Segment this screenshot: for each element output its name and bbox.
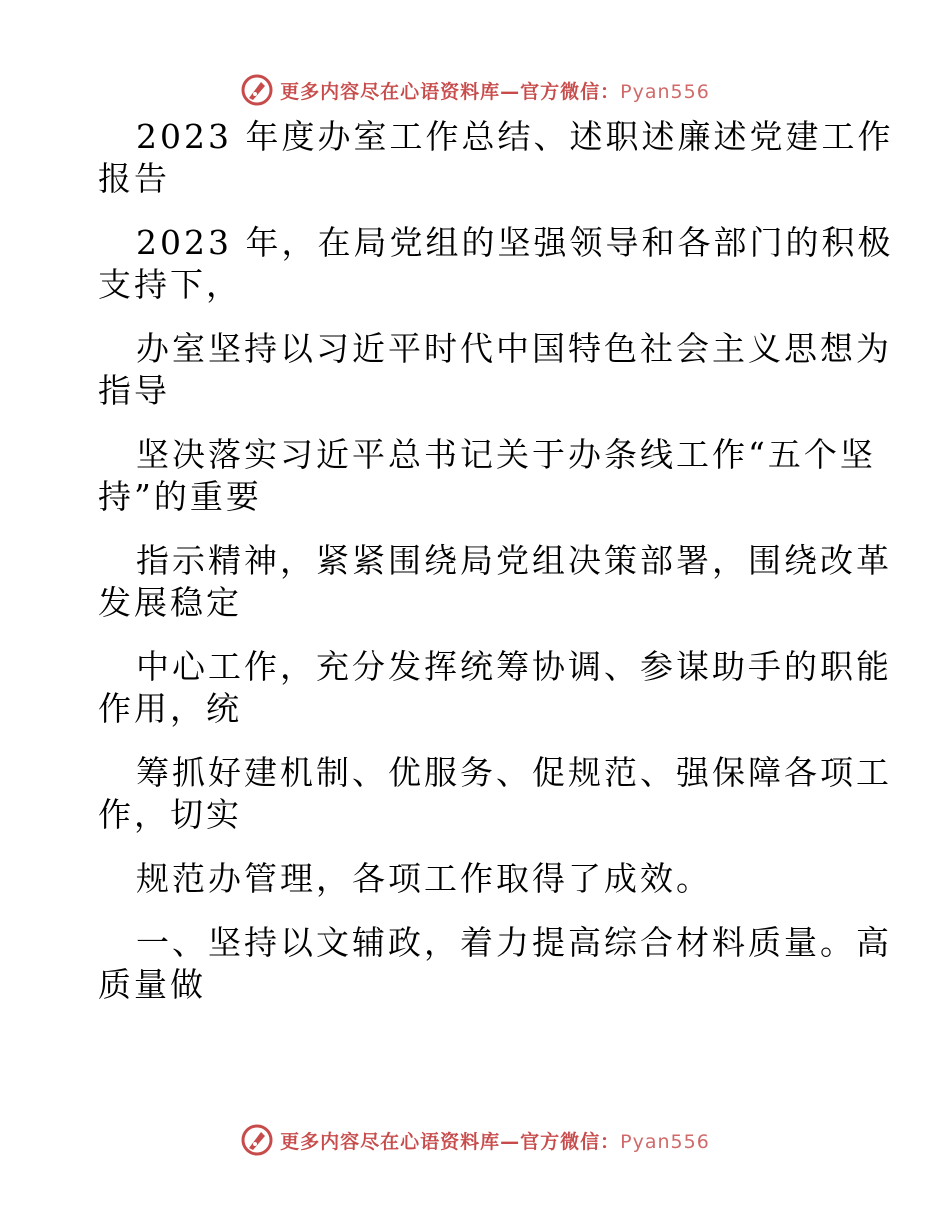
document-body: [98, 116, 894, 1028]
paragraph-line: 支持下，: [98, 265, 242, 304]
watermark-contact: Pyan556: [620, 1130, 710, 1153]
watermark-contact: Pyan556: [620, 80, 710, 103]
paragraph-line: 指导: [98, 371, 170, 410]
pen-nib-circle-icon: [240, 73, 274, 107]
paragraph-line: 坚决落实习近平总书记关于办条线工作“五个坚: [136, 435, 876, 474]
doc-title-line-1: 2023 年度办室工作总结、述职述廉述党建工作: [136, 117, 894, 156]
paragraph-line: 2023 年，在局党组的坚强领导和各部门的积极: [136, 223, 894, 262]
paragraph-line: 办室坚持以习近平时代中国特色社会主义思想为: [136, 329, 892, 368]
paragraph-line: 作，切实: [98, 795, 242, 834]
doc-title-line-2: 报告: [98, 159, 170, 198]
header-watermark: [0, 70, 950, 110]
paragraph-line: 中心工作，充分发挥统筹协调、参谋助手的职能: [136, 647, 892, 686]
paragraph-line: 质量做: [98, 965, 206, 1004]
watermark-text: 更多内容尽在心语资料库—官方微信：: [280, 80, 621, 103]
paragraph-line: 指示精神，紧紧围绕局党组决策部署，围绕改革: [136, 541, 892, 580]
paragraph-line: 持”的重要: [98, 477, 262, 516]
paragraph-line: 规范办管理，各项工作取得了成效。: [136, 859, 712, 898]
paragraph-line: 发展稳定: [98, 583, 242, 622]
section-heading-line: 一、坚持以文辅政，着力提高综合材料质量。高: [136, 923, 892, 962]
footer-watermark: [0, 1120, 950, 1160]
paragraph-line: 作用，统: [98, 689, 242, 728]
paragraph-line: 筹抓好建机制、优服务、促规范、强保障各项工: [136, 753, 892, 792]
watermark-text: 更多内容尽在心语资料库—官方微信：: [280, 1130, 621, 1153]
pen-nib-circle-icon: [240, 1123, 274, 1157]
